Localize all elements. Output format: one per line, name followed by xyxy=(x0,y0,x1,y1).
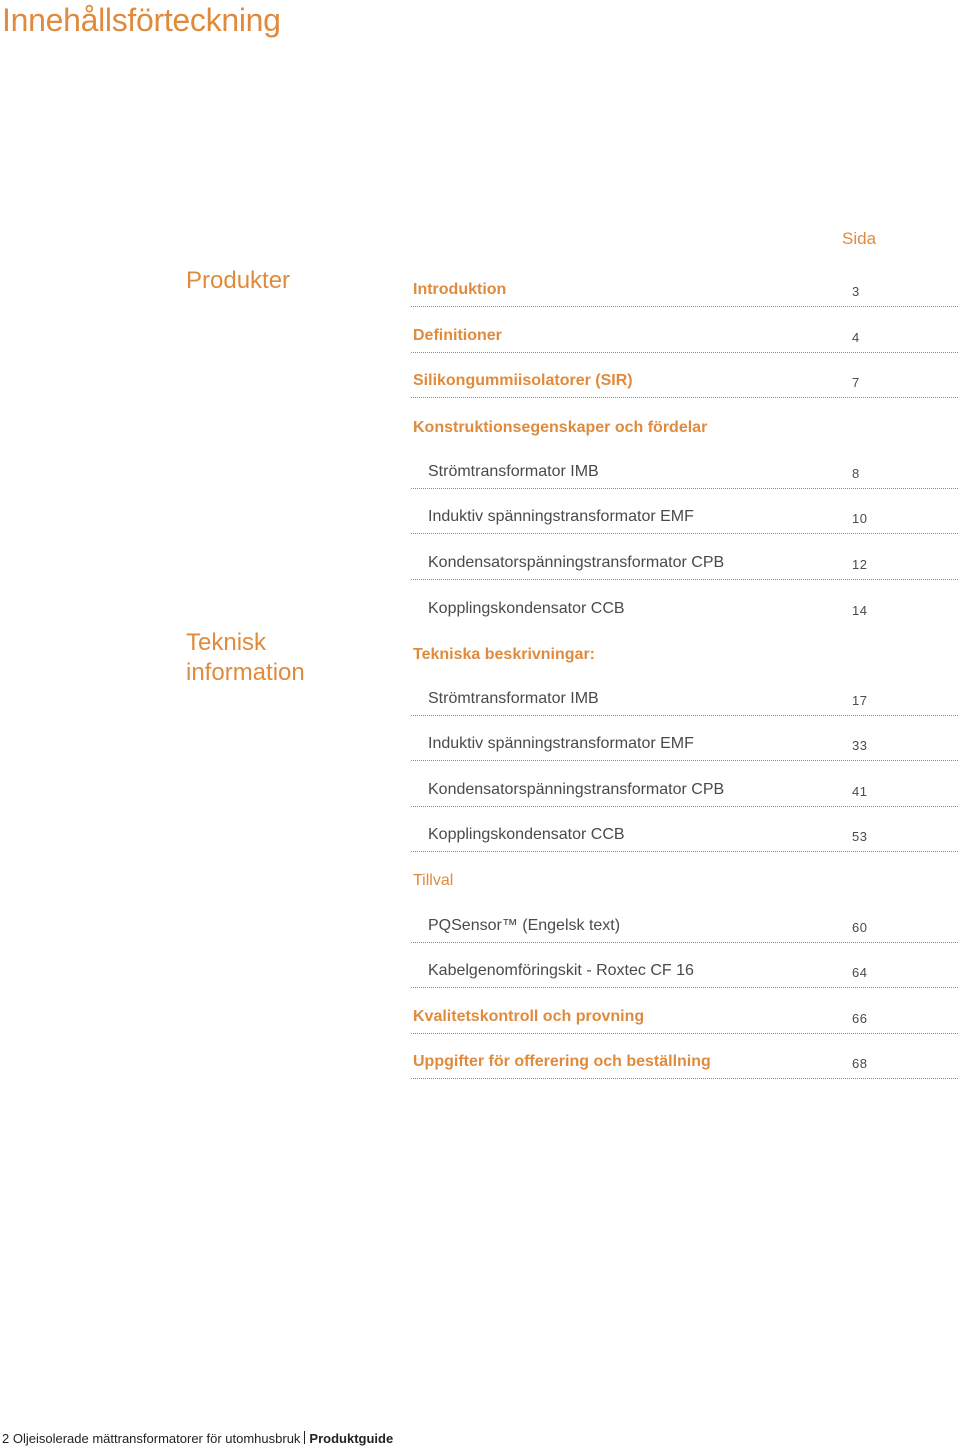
toc-entry-page-number: 60 xyxy=(852,919,868,935)
toc-entry[interactable] xyxy=(411,580,958,625)
toc-entry-page-number: 4 xyxy=(852,329,860,345)
toc-entry[interactable] xyxy=(411,897,958,942)
footer-doc-title: Oljeisolerade mättransformatorer för utomhusbruk xyxy=(12,1431,301,1446)
toc-entry-label: Kopplingskondensator CCB xyxy=(428,826,625,844)
toc-entry-label: PQSensor™ (Engelsk text) xyxy=(428,916,621,934)
toc-entry-page-number: 64 xyxy=(852,965,868,981)
toc-entry-label: Induktiv spänningstransformator EMF xyxy=(428,508,694,526)
toc-entry[interactable] xyxy=(411,262,958,307)
toc-entry-page-number: 53 xyxy=(852,829,868,845)
toc-entry[interactable] xyxy=(411,489,958,534)
toc-entry-label: Induktiv spänningstransformator EMF xyxy=(428,735,694,753)
toc-entry-page-number: 8 xyxy=(852,465,860,481)
toc-entry-page-number: 17 xyxy=(852,692,868,708)
toc-entry-page-number: 10 xyxy=(852,511,868,527)
toc-entry[interactable] xyxy=(411,444,958,489)
page-title: Innehållsförteckning xyxy=(2,2,281,38)
toc-entry-page-number: 68 xyxy=(852,1056,868,1072)
toc-entry[interactable] xyxy=(411,353,958,398)
footer-doc-type: Produktguide xyxy=(309,1431,394,1446)
toc-entry-page-number: 14 xyxy=(852,603,868,619)
section-label-teknisk-information xyxy=(186,628,386,688)
toc-entry-page-number: 3 xyxy=(852,284,860,300)
toc-entry[interactable] xyxy=(411,625,958,670)
toc-entry-label: Uppgifter för offerering och beställning xyxy=(413,1053,711,1071)
toc-entry-page-number: 12 xyxy=(852,556,868,572)
toc-entry-page-number: 66 xyxy=(852,1010,868,1026)
toc-entry-label: Tillval xyxy=(413,872,454,890)
toc-entry-label: Silikongummiisolatorer (SIR) xyxy=(413,372,633,390)
toc-entry[interactable] xyxy=(411,807,958,852)
toc-entry-label: Definitioner xyxy=(413,326,502,344)
toc-entry[interactable] xyxy=(411,1034,958,1079)
toc-entry-page-number: 7 xyxy=(852,375,860,391)
section-label-line: information xyxy=(186,659,305,686)
toc-entry[interactable] xyxy=(411,671,958,716)
toc-entry[interactable] xyxy=(411,534,958,579)
toc-entry-label: Kopplingskondensator CCB xyxy=(428,600,625,618)
table-of-contents xyxy=(411,262,958,1079)
toc-entry-label: Kabelgenomföringskit - Roxtec CF 16 xyxy=(428,962,694,980)
page-footer xyxy=(2,1430,393,1448)
toc-entry-label: Kvalitetskontroll och provning xyxy=(413,1007,645,1025)
toc-entry[interactable] xyxy=(411,852,958,897)
toc-entry-label: Konstruktionsegenskaper och fördelar xyxy=(413,418,708,436)
toc-entry[interactable] xyxy=(411,716,958,761)
footer-divider xyxy=(304,1431,305,1444)
toc-entry-page-number: 33 xyxy=(852,738,868,754)
section-label-line: Teknisk xyxy=(186,629,267,656)
section-label-produkter: Produkter xyxy=(186,267,291,294)
toc-entry-label: Kondensatorspänningstransformator CPB xyxy=(428,780,725,798)
toc-entry[interactable] xyxy=(411,761,958,806)
toc-entry-page-number: 41 xyxy=(852,783,868,799)
page-column-header: Sida xyxy=(842,229,877,248)
toc-entry-label: Kondensatorspänningstransformator CPB xyxy=(428,553,725,571)
toc-entry-label: Strömtransformator IMB xyxy=(428,689,599,707)
footer-page-number: 2 xyxy=(2,1431,10,1446)
toc-entry-label: Tekniska beskrivningar: xyxy=(413,645,595,663)
toc-entry-label: Introduktion xyxy=(413,281,507,299)
toc-entry[interactable] xyxy=(411,307,958,352)
toc-entry[interactable] xyxy=(411,988,958,1033)
toc-entry[interactable] xyxy=(411,398,958,443)
toc-entry-label: Strömtransformator IMB xyxy=(428,462,599,480)
toc-entry[interactable] xyxy=(411,943,958,988)
